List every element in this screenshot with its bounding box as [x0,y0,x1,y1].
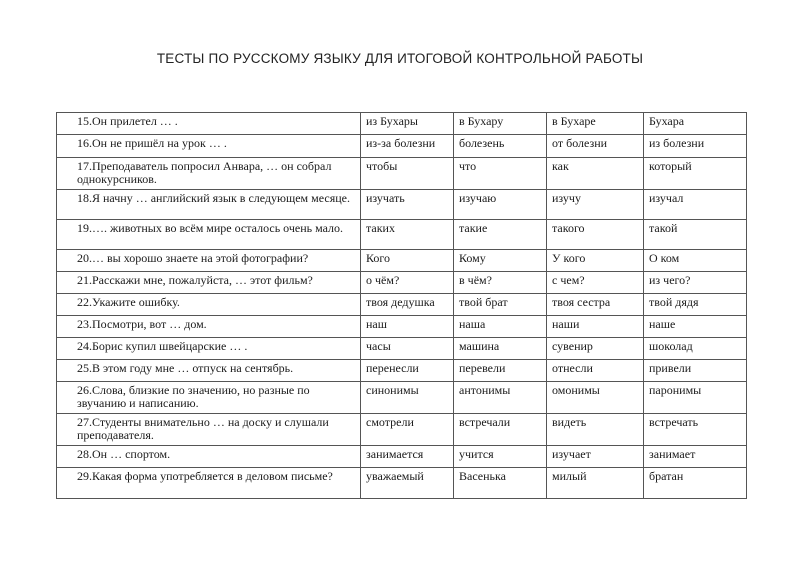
question-row [57,113,747,135]
question-cell: 25.В этом году мне … отпуск на сентябрь. [57,360,361,382]
question-cell: 28.Он … спортом. [57,446,361,468]
answer-option-2: наша [454,316,547,338]
answer-option-1: о чём? [361,272,454,294]
question-row [57,382,747,414]
answer-option-3: изучает [547,446,644,468]
answer-option-4: шоколад [644,338,747,360]
answer-option-4: твой дядя [644,294,747,316]
answer-option-2: встречали [454,414,547,446]
question-row [57,468,747,499]
question-row [57,414,747,446]
answer-option-1: синонимы [361,382,454,414]
answer-option-1: уважаемый [361,468,454,499]
answer-option-1: из Бухары [361,113,454,135]
answer-option-1: часы [361,338,454,360]
question-row [57,446,747,468]
answer-option-1: наш [361,316,454,338]
question-row [57,190,747,220]
question-cell: 29.Какая форма употребляется в деловом письме? [57,468,361,499]
answer-option-2: такие [454,220,547,250]
answer-option-3: видеть [547,414,644,446]
answer-option-3: изучу [547,190,644,220]
answer-option-2: что [454,158,547,190]
page-title: ТЕСТЫ ПО РУССКОМУ ЯЗЫКУ ДЛЯ ИТОГОВОЙ КОНТРОЛЬНОЙ РАБОТЫ [156,51,644,66]
question-cell: 21.Расскажи мне, пожалуйста, … этот фильм? [57,272,361,294]
answer-option-3: с чем? [547,272,644,294]
answer-option-2: учится [454,446,547,468]
answer-option-3: сувенир [547,338,644,360]
question-cell: 24.Борис купил швейцарские … . [57,338,361,360]
answer-option-3: наши [547,316,644,338]
answer-option-2: перевели [454,360,547,382]
question-row [57,316,747,338]
answer-option-1: перенесли [361,360,454,382]
answer-option-4: изучал [644,190,747,220]
question-cell: 17.Преподаватель попросил Анвара, … он собрал однокурсников. [57,158,361,190]
answer-option-1: смотрели [361,414,454,446]
answer-option-3: милый [547,468,644,499]
question-cell: 18.Я начну … английский язык в следующем месяце. [57,190,361,220]
answer-option-3: такого [547,220,644,250]
answer-option-4: который [644,158,747,190]
question-row [57,294,747,316]
question-row [57,158,747,190]
question-row [57,338,747,360]
answer-option-1: Кого [361,250,454,272]
answer-option-4: привели [644,360,747,382]
answer-option-2: в Бухару [454,113,547,135]
answer-option-4: паронимы [644,382,747,414]
answer-option-2: Васенька [454,468,547,499]
answer-option-1: изучать [361,190,454,220]
answer-option-4: из чего? [644,272,747,294]
answer-option-2: антонимы [454,382,547,414]
answer-option-1: твоя дедушка [361,294,454,316]
answer-option-4: занимает [644,446,747,468]
answer-option-3: твоя сестра [547,294,644,316]
answer-option-1: чтобы [361,158,454,190]
question-cell: 20.… вы хорошо знаете на этой фотографии? [57,250,361,272]
question-row [57,220,747,250]
answer-option-2: изучаю [454,190,547,220]
question-cell: 19.…. животных во всём мире осталось очень мало. [57,220,361,250]
answer-option-1: занимается [361,446,454,468]
question-row [57,360,747,382]
question-row [57,135,747,158]
question-cell: 22.Укажите ошибку. [57,294,361,316]
question-row [57,250,747,272]
answer-option-4: О ком [644,250,747,272]
answer-option-4: наше [644,316,747,338]
answer-option-3: отнесли [547,360,644,382]
answer-option-4: братан [644,468,747,499]
answer-option-2: твой брат [454,294,547,316]
answer-option-2: болезень [454,135,547,158]
answer-option-3: У кого [547,250,644,272]
answer-option-4: такой [644,220,747,250]
answer-option-3: как [547,158,644,190]
answer-option-1: из-за болезни [361,135,454,158]
answer-option-2: в чём? [454,272,547,294]
quiz-table-body [57,113,747,499]
question-cell: 23.Посмотри, вот … дом. [57,316,361,338]
answer-option-4: из болезни [644,135,747,158]
answer-option-1: таких [361,220,454,250]
quiz-table [56,112,747,499]
question-cell: 16.Он не пришёл на урок … . [57,135,361,158]
answer-option-4: встречать [644,414,747,446]
answer-option-3: от болезни [547,135,644,158]
answer-option-3: омонимы [547,382,644,414]
answer-option-4: Бухара [644,113,747,135]
answer-option-3: в Бухаре [547,113,644,135]
answer-option-2: машина [454,338,547,360]
question-cell: 15.Он прилетел … . [57,113,361,135]
question-cell: 27.Студенты внимательно … на доску и слушали преподавателя. [57,414,361,446]
answer-option-2: Кому [454,250,547,272]
question-row [57,272,747,294]
question-cell: 26.Слова, близкие по значению, но разные по звучанию и написанию. [57,382,361,414]
